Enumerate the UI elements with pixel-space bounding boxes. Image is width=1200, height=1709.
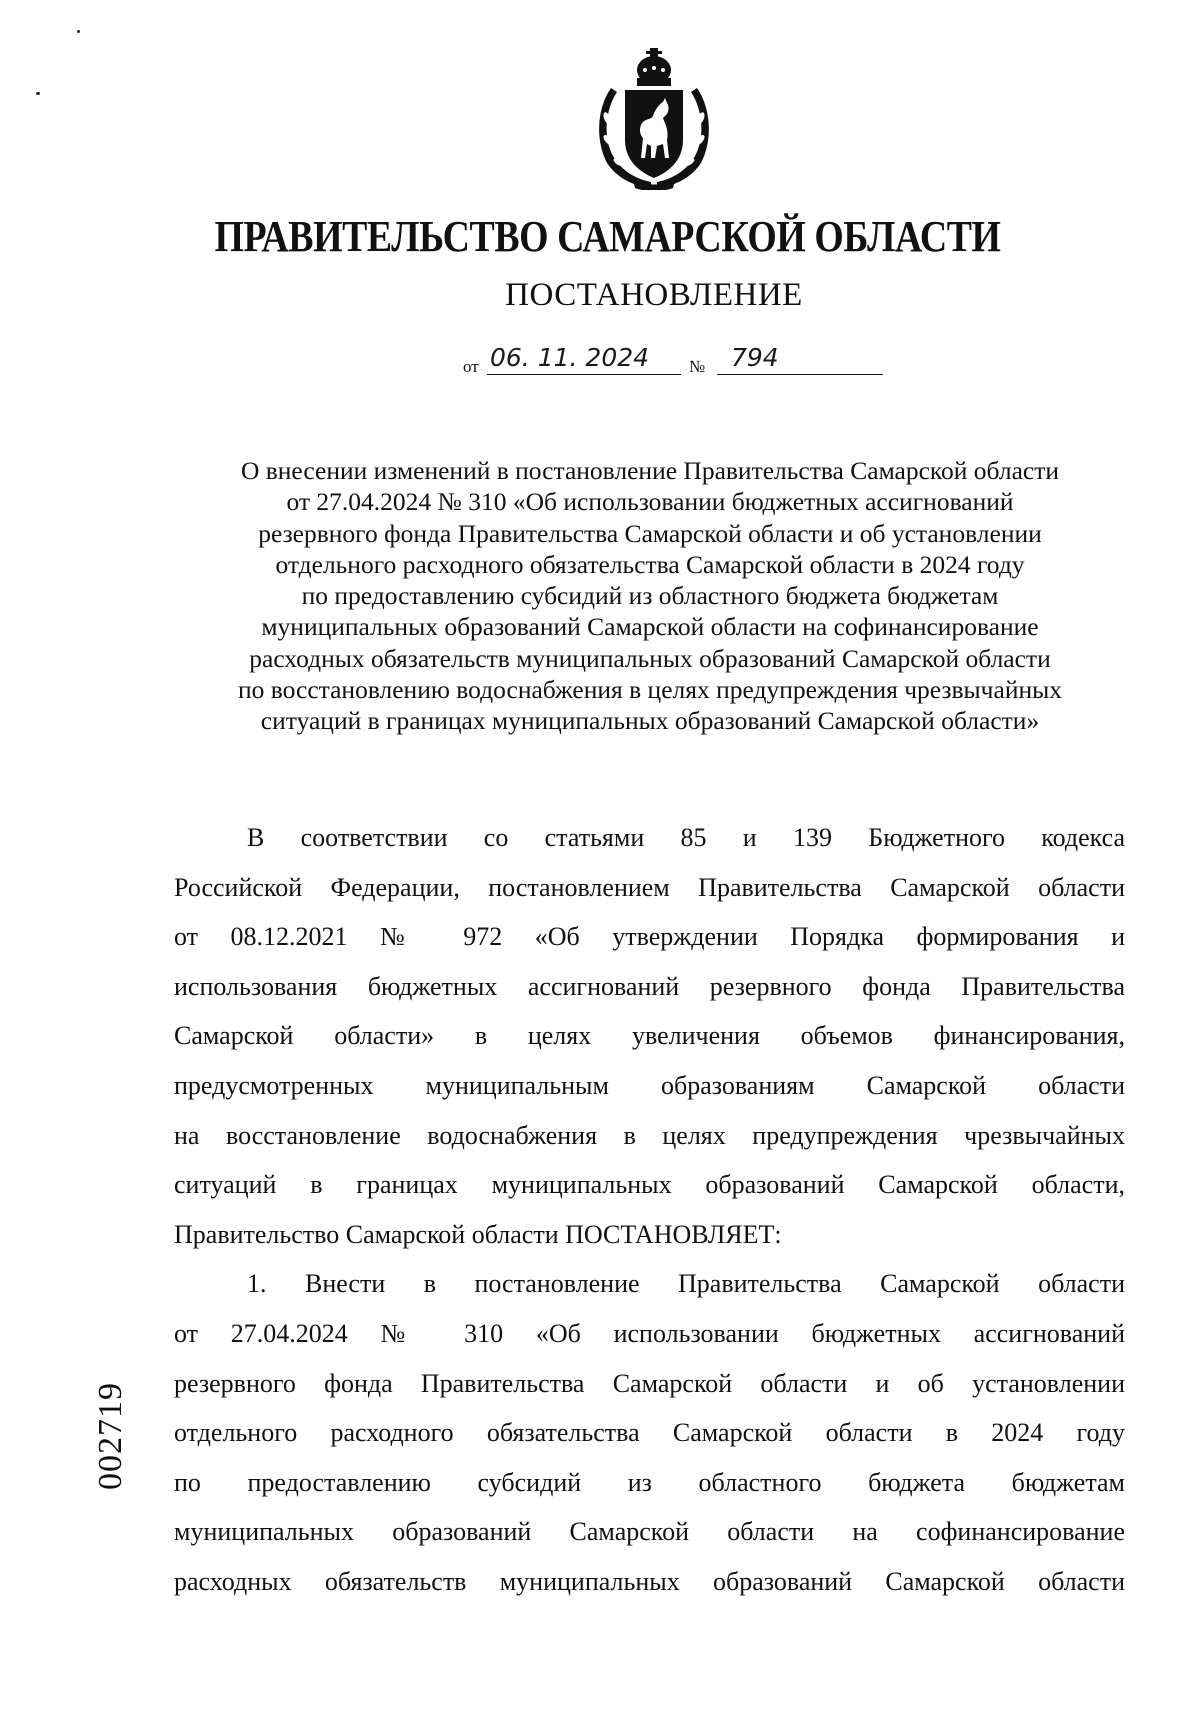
subject-line: по восстановлению водоснабжения в целях предупреждения чрезвычайных xyxy=(237,675,1062,705)
body-line: 1. Внести в постановление Правительства Самарской области xyxy=(247,1269,1125,1299)
scan-speck xyxy=(77,30,80,33)
number-prefix: № xyxy=(689,357,706,376)
organization-title: ПРАВИТЕЛЬСТВО САМАРСКОЙ ОБЛАСТИ xyxy=(214,212,1001,261)
serial-number: 002719 xyxy=(92,1382,129,1490)
date-prefix: от xyxy=(463,357,479,376)
subject-line: резервного фонда Правительства Самарской области и об установлении xyxy=(258,518,1042,548)
body-line: расходных обязательств муниципальных образований Самарской области xyxy=(174,1566,1125,1596)
body-line: Правительство Самарской области ПОСТАНОВЛЯЕТ: xyxy=(174,1219,782,1249)
body-line: Самарской области» в целях увеличения объемов финансирования, xyxy=(174,1021,1125,1051)
handwritten-number: 794 xyxy=(731,343,779,372)
date-underline xyxy=(487,374,681,375)
document-body xyxy=(174,813,1125,1607)
subject-line: от 27.04.2024 № 310 «Об использовании бюджетных ассигнований xyxy=(286,487,1014,517)
body-line: Российской Федерации, постановлением Правительства Самарской области xyxy=(174,872,1125,902)
subject-line: ситуаций в границах муниципальных образований Самарской области» xyxy=(260,706,1040,736)
coat-of-arms-icon xyxy=(593,48,715,190)
number-underline xyxy=(717,374,883,375)
body-line: по предоставлению субсидий из областного бюджета бюджетам xyxy=(174,1467,1125,1497)
body-line: резервного фонда Правительства Самарской области и об установлении xyxy=(174,1368,1125,1398)
subject-line: расходных обязательств муниципальных образований Самарской области xyxy=(249,643,1051,673)
body-line: ситуаций в границах муниципальных образований Самарской области, xyxy=(174,1170,1125,1200)
document-type: ПОСТАНОВЛЕНИЕ xyxy=(505,277,803,313)
body-line: отдельного расходного обязательства Самарской области в 2024 году xyxy=(174,1418,1125,1448)
body-line: от 08.12.2021 № 972 «Об утверждении Порядка формирования и xyxy=(174,922,1125,952)
body-line: от 27.04.2024 № 310 «Об использовании бюджетных ассигнований xyxy=(174,1318,1125,1348)
body-line: предусмотренных муниципальным образованиям Самарской области xyxy=(174,1070,1125,1100)
document-subject xyxy=(150,455,1150,737)
scan-speck xyxy=(36,92,40,95)
subject-line: отдельного расходного обязательства Самарской области в 2024 году xyxy=(275,549,1025,579)
subject-line: муниципальных образований Самарской области на софинансирование xyxy=(261,612,1039,642)
subject-line: по предоставлению субсидий из областного бюджета бюджетам xyxy=(301,581,999,611)
date-number-line xyxy=(463,339,883,379)
body-line: В соответствии со статьями 85 и 139 Бюджетного кодекса xyxy=(247,823,1125,852)
body-line: на восстановление водоснабжения в целях предупреждения чрезвычайных xyxy=(174,1120,1125,1150)
subject-line: О внесении изменений в постановление Правительства Самарской области xyxy=(240,456,1060,485)
handwritten-date: 06. 11. 2024 xyxy=(490,343,650,372)
body-line: муниципальных образований Самарской области на софинансирование xyxy=(174,1517,1125,1547)
body-line: использования бюджетных ассигнований резервного фонда Правительства xyxy=(174,971,1125,1001)
